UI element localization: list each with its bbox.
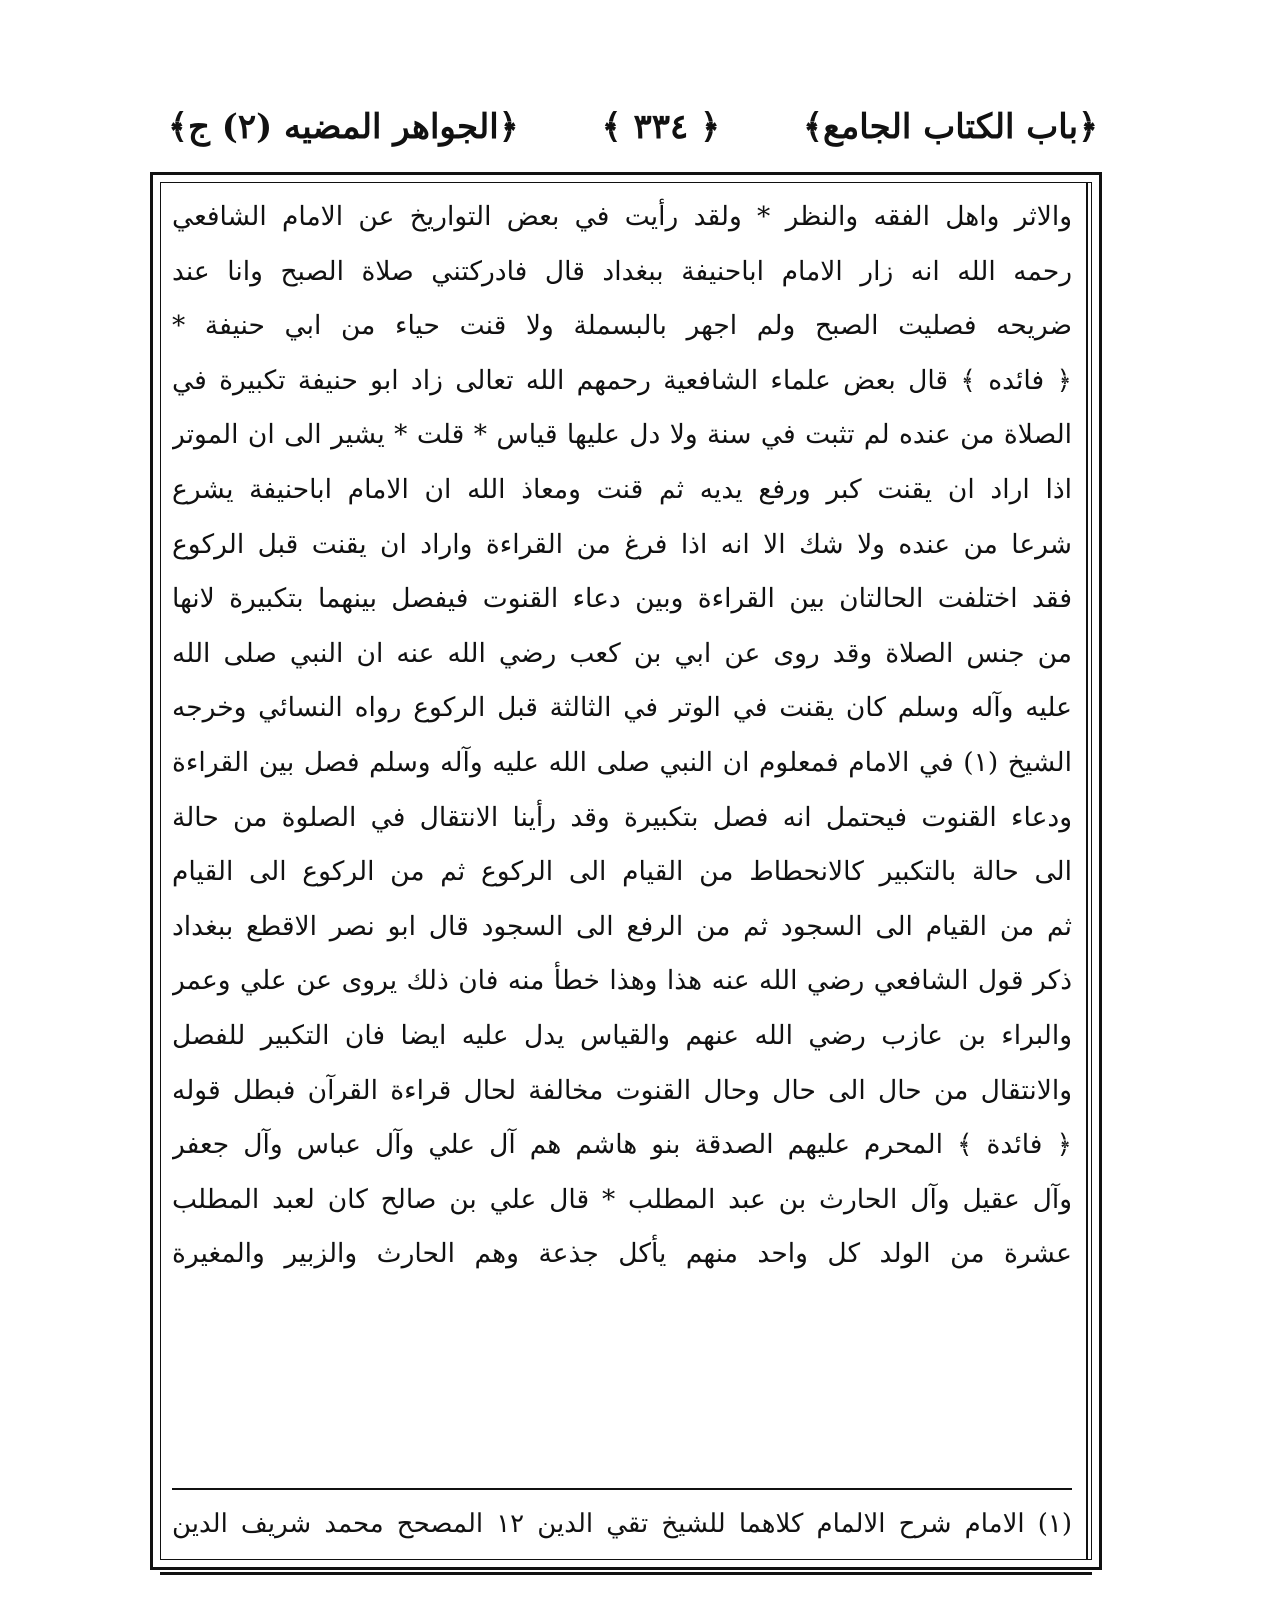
text-line: الشيخ (١) في الامام فمعلوم ان النبي صلى الله عليه وآله وسلم فصل بين القراءة [172,746,1072,778]
text-line: فقد اختلفت الحالتان بين القراءة وبين دعاء القنوت فيفصل بينهما بتكبيرة لانها [172,583,1072,615]
text-line: رحمه الله انه زار الامام اباحنيفة ببغداد قال فادركتني صلاة الصبح وانا عند [172,255,1072,287]
text-line: وآل عقيل وآل الحارث بن عبد المطلب * قال علي بن صالح كان لعبد المطلب [172,1183,1072,1215]
text-line: ذكر قول الشافعي رضي الله عنه هذا وهذا خطأ منه فان ذلك يروى عن علي وعمر [172,965,1072,997]
text-line: والاثر واهل الفقه والنظر * ولقد رأيت في بعض التواريخ عن الامام الشافعي [172,201,1072,232]
chapter-title: ﴿باب الكتاب الجامع﴾ [803,106,1098,147]
text-line: ضريحه فصليت الصبح ولم اجهر بالبسملة ولا قنت حياء من ابي حنيفة * [172,310,1072,342]
bottom-rule [160,1572,1092,1575]
text-line: الى حالة بالتكبير كالانحطاط من القيام الى الركوع ثم من الركوع الى القيام [172,856,1072,888]
text-line: والبراء بن عازب رضي الله عنهم والقياس يدل عليه ايضا فان التكبير للفصل [172,1019,1072,1051]
text-line: ﴿ فائدة ﴾ المحرم عليهم الصدقة بنو هاشم هم آل علي وآل عباس وآل جعفر [172,1129,1072,1161]
book-title: ﴿الجواهر المضيه (٢) ج﴾ [168,106,519,147]
text-line: من جنس الصلاة وقد روى عن ابي بن كعب رضي الله عنه ان النبي صلى الله [172,637,1072,669]
text-line: ودعاء القنوت فيحتمل انه فصل بتكبيرة وقد رأينا الانتقال في الصلوة من حالة [172,801,1072,833]
running-head [168,96,1098,156]
text-line: والانتقال من حال الى حال وحال القنوت مخالفة لحال قراءة القرآن فبطل قوله [172,1074,1072,1106]
text-line: الصلاة من عنده لم تثبت في سنة ولا دل عليها قياس * قلت * يشير الى ان الموتر [172,419,1072,451]
text-line: ثم من القيام الى السجود ثم من الرفع الى السجود قال ابو نصر الاقطع ببغداد [172,910,1072,942]
body-text [172,190,1072,1282]
text-line: عشرة من الولد كل واحد منهم يأكل جذعة وهم الحارث والزبير والمغيرة [172,1238,1072,1270]
text-line: عليه وآله وسلم كان يقنت في الوتر في الثالثة قبل الركوع رواه النسائي وخرجه [172,692,1072,724]
text-line: ﴿ فائده ﴾ قال بعض علماء الشافعية رحمهم الله تعالى زاد ابو حنيفة تكبيرة في [172,364,1072,396]
text-line: شرعا من عنده ولا شك الا انه اذا فرغ من القراءة واراد ان يقنت قبل الركوع [172,528,1072,560]
footnote-divider [172,1488,1072,1490]
frame-side-rule [1086,182,1088,1560]
text-line: اذا اراد ان يقنت كبر ورفع يديه ثم قنت ومعاذ الله ان الامام اباحنيفة يشرع [172,473,1072,505]
footnote: (١) الامام شرح الالمام كلاهما للشيخ تقي الدين ١٢ المصحح محمد شريف الدين [172,1509,1072,1539]
page-number: ﴿ ٣٣٤ ﴾ [601,106,720,147]
